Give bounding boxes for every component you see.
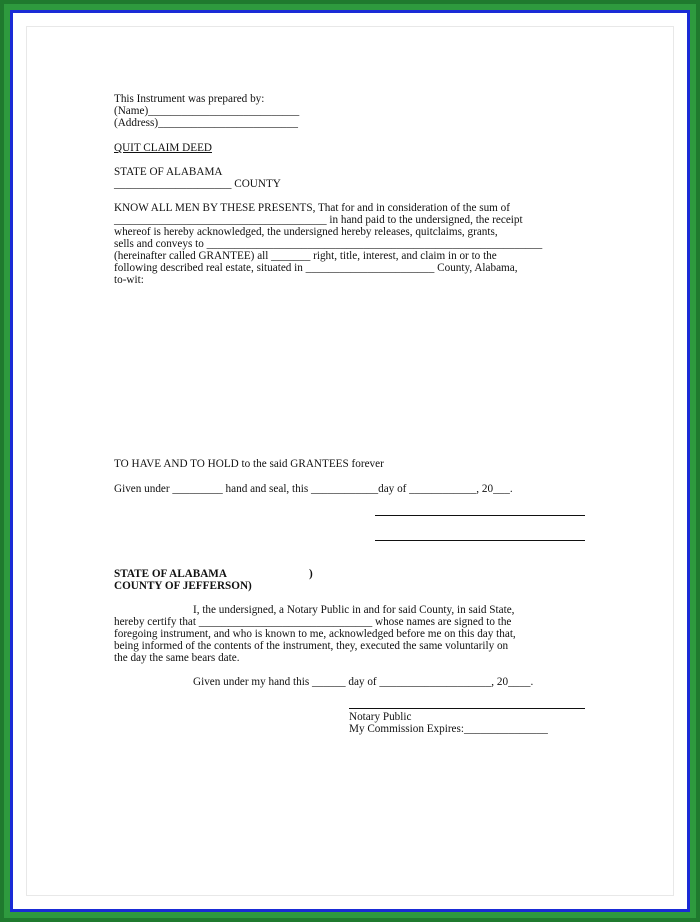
body-line-6: following described real estate, situated in _______________________ County, Alabama, <box>114 262 518 274</box>
notary-county-label: COUNTY OF JEFFERSON) <box>114 580 252 592</box>
notary-line-2: hereby certify that _______________________________ whose names are signed to the <box>114 616 512 628</box>
notary-line-1: I, the undersigned, a Notary Public in and for said County, in said State, <box>193 604 515 616</box>
habendum-clause: TO HAVE AND TO HOLD to the said GRANTEES forever <box>114 458 384 470</box>
body-line-5: (hereinafter called GRANTEE) all _______ right, title, interest, and claim in or to the <box>114 250 497 262</box>
body-line-2: ______________________________________ in hand paid to the undersigned, the receipt <box>114 214 523 226</box>
commission-expires-label: My Commission Expires:_______________ <box>349 723 548 735</box>
body-line-1: KNOW ALL MEN BY THESE PRESENTS, That for and in consideration of the sum of <box>114 202 510 214</box>
notary-public-label: Notary Public <box>349 711 412 723</box>
notary-given-line: Given under my hand this ______ day of ____________________, 20____. <box>193 676 534 688</box>
body-line-7: to-wit: <box>114 274 144 286</box>
notary-state-label: STATE OF ALABAMA <box>114 568 227 580</box>
prepared-by-address: (Address)_________________________ <box>114 117 298 129</box>
document-title: QUIT CLAIM DEED <box>114 142 212 154</box>
state-label: STATE OF ALABAMA <box>114 166 223 178</box>
notary-state-paren: ) <box>309 568 313 580</box>
notary-line-5: the day the same bears date. <box>114 652 240 664</box>
notary-line-4: being informed of the contents of the instrument, they, executed the same voluntarily on <box>114 640 509 652</box>
county-label: _____________________ COUNTY <box>114 178 281 190</box>
notary-line-3: foregoing instrument, and who is known to me, acknowledged before me on this day that, <box>114 628 516 640</box>
prepared-by-label: This Instrument was prepared by: <box>114 93 265 105</box>
signature-line-2 <box>375 540 585 541</box>
prepared-by-name: (Name)___________________________ <box>114 105 300 117</box>
body-line-3: whereof is hereby acknowledged, the undersigned hereby releases, quitclaims, grants, <box>114 226 498 238</box>
given-under-line: Given under _________ hand and seal, this ____________day of ____________, 20___. <box>114 483 513 495</box>
body-line-4: sells and conveys to ____________________________________________________________ <box>114 238 543 250</box>
notary-signature-line <box>349 708 585 709</box>
signature-line-1 <box>375 515 585 516</box>
